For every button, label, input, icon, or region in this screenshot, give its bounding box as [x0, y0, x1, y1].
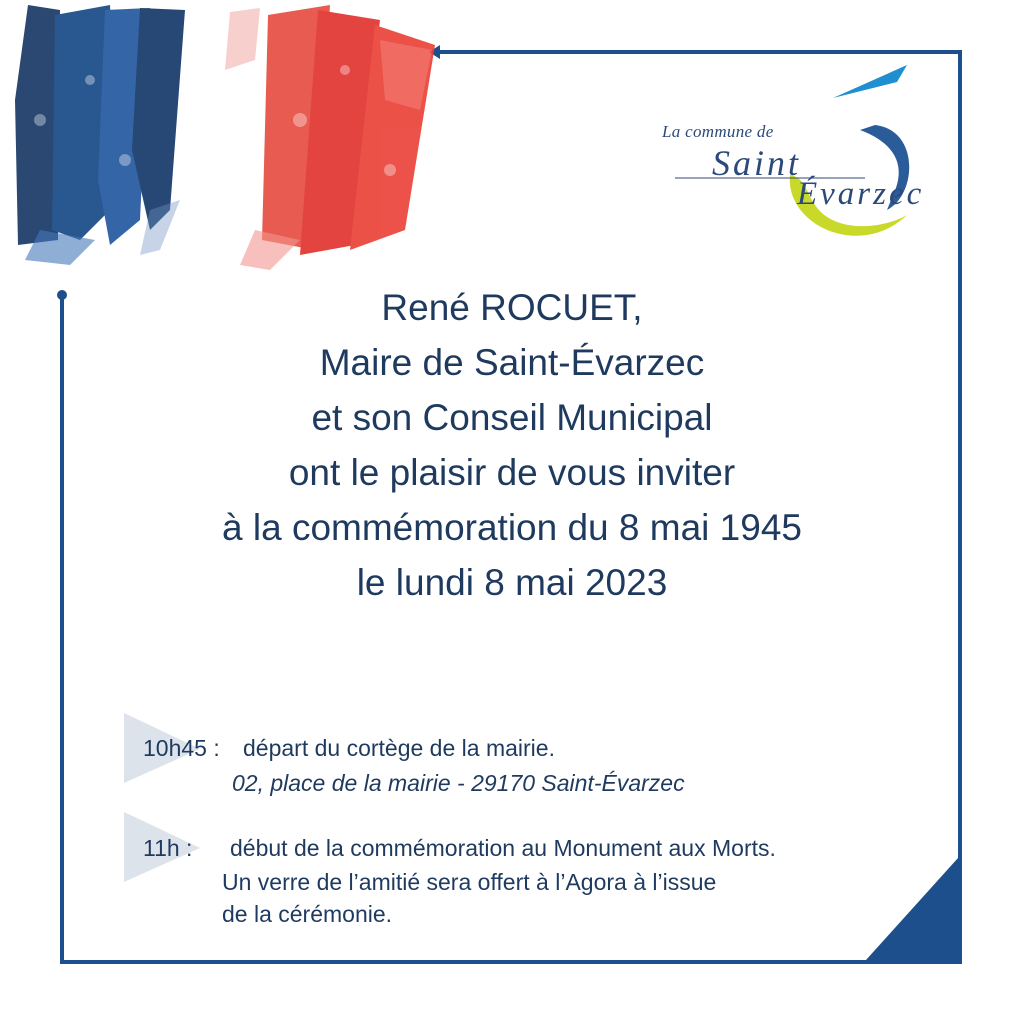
schedule-time: 11h : [143, 835, 193, 861]
french-flag-brushstrokes [0, 0, 460, 300]
invitation-line: ont le plaisir de vous inviter [288, 452, 736, 493]
logo-word-evarzec: Évarzec [797, 176, 925, 212]
invitation-line: à la commémoration du 8 mai 1945 [222, 507, 802, 548]
schedule-detail-line: Un verre de l’amitié sera offert à l’Agora à l’issue [222, 869, 717, 895]
invitation-line: et son Conseil Municipal [311, 397, 713, 438]
logo-prefix: La commune de [662, 122, 774, 141]
invitation-line: le lundi 8 mai 2023 [356, 562, 668, 603]
schedule-address: 02, place de la mairie - 29170 Saint-Évarzec [232, 770, 685, 796]
schedule-detail-line: de la cérémonie. [222, 901, 393, 927]
schedule-text: début de la commémoration au Monument aux Morts. [230, 835, 776, 861]
logo-word-saint: Saint [712, 143, 802, 183]
invitation-text [80, 280, 944, 610]
invitation-line: Maire de Saint-Évarzec [319, 342, 705, 383]
commune-logo [655, 60, 955, 250]
schedule-time: 10h45 : [143, 735, 220, 761]
corner-triangle [866, 858, 958, 960]
schedule-text: départ du cortège de la mairie. [243, 735, 555, 761]
invitation-line: René ROCUET, [381, 287, 643, 328]
logo-graphic [655, 60, 955, 250]
